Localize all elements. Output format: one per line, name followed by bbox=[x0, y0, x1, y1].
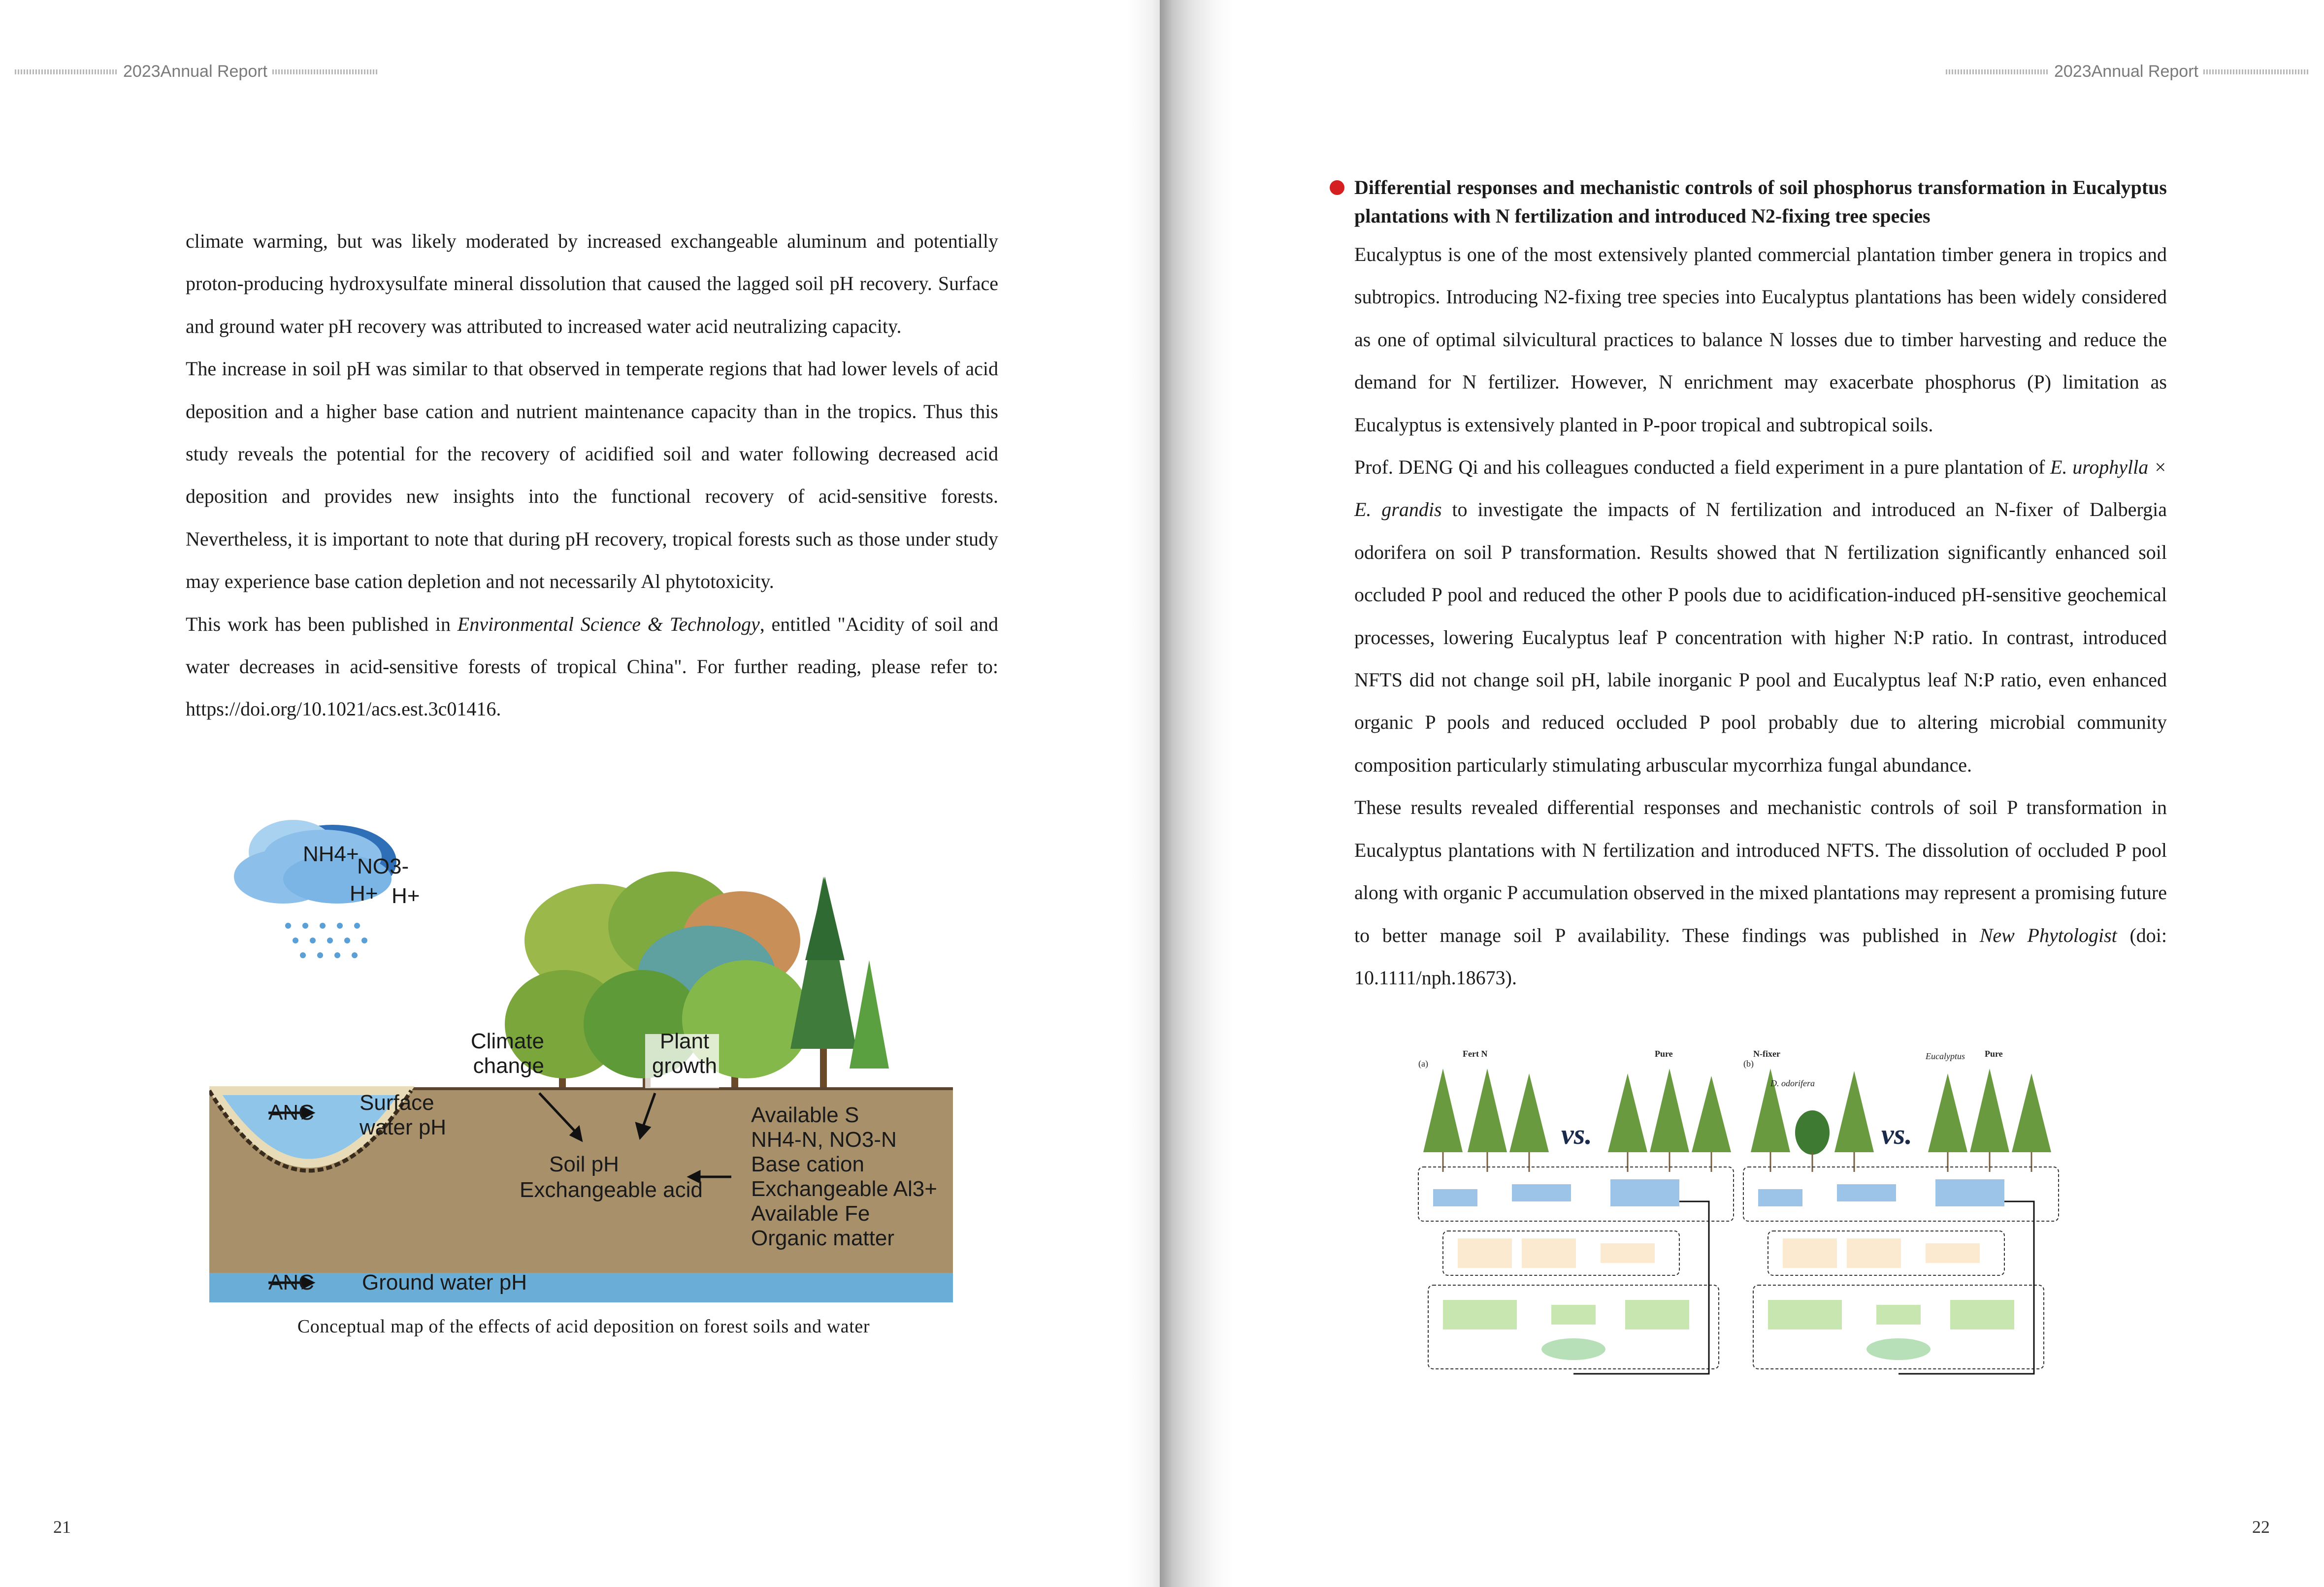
factor-item: NH4-N, NO3-N bbox=[751, 1128, 897, 1152]
exchangeable-acid-label: Exchangeable acid bbox=[520, 1178, 703, 1202]
deng-paragraph bbox=[1354, 446, 2167, 786]
dash-ornament bbox=[15, 69, 118, 74]
anc-label: ANC bbox=[268, 1101, 314, 1125]
heading-text: Differential responses and mechanistic controls of soil phosphorus transformation in Eucalyptus plantations with N fertilization and introduced N2-fixing tree species bbox=[1354, 176, 2167, 227]
soil-ph-label: Soil pH bbox=[549, 1152, 619, 1176]
cloud-ion-label: NH4+ bbox=[303, 842, 359, 866]
paragraph: climate warming, but was likely moderated by increased exchangeable aluminum and potentially proton-producing hydroxysulfate mineral dissolution that caused the lagged soil pH recovery. Surface and ground water pH recovery was attributed to increased water acid neutralizing capacity. bbox=[186, 230, 998, 337]
dash-ornament bbox=[2203, 69, 2309, 74]
right-body-text bbox=[1354, 233, 2167, 999]
text: Prof. DENG Qi and his colleagues conducted a field experiment in a pure plantation of bbox=[1354, 456, 2051, 479]
text: , entitled "Acidity of soil and water decreases in acid-sensitive forests of tropical China". For further reading, please refer to: https://doi.org/10.1021/acs.est.3c01416. bbox=[186, 613, 998, 720]
factor-item: Available Fe bbox=[751, 1201, 870, 1226]
gutter-shadow bbox=[1128, 0, 1162, 1587]
plant-growth-label: Plant growth bbox=[652, 1029, 718, 1078]
section-heading bbox=[1330, 173, 2167, 230]
species-label: D. odorifera bbox=[1770, 1078, 1815, 1088]
text: to investigate the impacts of N fertilization and introduced an N-fixer of Dalbergia odorifera on soil P transformation. Results showed that N fertilization significantly enhanced soil occluded P pool and reduced the other P pools due to acidification-induced pH-sensitive geochemical processes, lowering Eucalyptus leaf P concentration with higher N:P ratio. In contrast, introduced NFTS did not change soil pH, labile inorganic P pool and Eucalyptus leaf N:P ratio, even enhanced organic P pools and reduced occluded P pool probably due to altering microbial community composition particularly stimulating arbuscular mycorrhiza fungal abundance. bbox=[1354, 498, 2167, 776]
journal-name: Environmental Science & Technology bbox=[457, 613, 760, 635]
journal-name: New Phytologist bbox=[1979, 924, 2117, 946]
text: These results revealed differential responses and mechanistic controls of soil P transformation in Eucalyptus plantations with N fertilization and introduced NFTS. The dissolution of occluded P pool along with organic P accumulation observed in the mixed plantations may represent a promising future to better manage soil P availability. These findings was published in bbox=[1354, 796, 2167, 946]
text: This work has been published in bbox=[186, 613, 458, 635]
factor-item: Organic matter bbox=[751, 1226, 894, 1250]
panel-label: (a) bbox=[1418, 1059, 1428, 1069]
ground-water-ph-label: Ground water pH bbox=[362, 1270, 527, 1295]
running-head-text: 2023Annual Report bbox=[2054, 62, 2198, 81]
figure-graphic bbox=[1404, 1049, 2073, 1384]
pure-label: Pure bbox=[1655, 1049, 1673, 1059]
eucalyptus-label: Eucalyptus bbox=[1926, 1051, 1965, 1061]
running-head-right bbox=[1946, 62, 2309, 81]
page-number-left: 21 bbox=[53, 1517, 71, 1537]
running-head-left bbox=[15, 62, 378, 81]
phosphorus-figure bbox=[1404, 1049, 2073, 1384]
panel-label: (b) bbox=[1743, 1059, 1754, 1069]
paragraph: Eucalyptus is one of the most extensively planted commercial plantation timber genera in tropics and subtropics. Introducing N2-fixing tree species into Eucalyptus plantations has been widely considered as one of optimal silvicultural practices to balance N losses due to timber harvesting and reduce the demand for N fertilizer. However, N enrichment may exacerbate phosphorus (P) limitation as Eucalyptus is extensively planted in P-poor tropical and subtropical soils. bbox=[1354, 243, 2167, 436]
cloud-ion-label: H+ bbox=[350, 881, 378, 906]
factor-item: Base cation bbox=[751, 1152, 864, 1176]
anc-label: ANC bbox=[268, 1270, 314, 1295]
ground-water-band bbox=[209, 1273, 953, 1302]
tree-row-icon bbox=[1423, 1069, 2051, 1155]
cloud-ion-label: SO42- bbox=[411, 849, 474, 874]
factor-item: Exchangeable Al3+ bbox=[751, 1177, 937, 1201]
cloud-ion-label: NO3- bbox=[357, 854, 409, 878]
bullet-icon bbox=[1330, 180, 1344, 195]
fert-n-label: Fert N bbox=[1463, 1049, 1488, 1059]
dash-ornament bbox=[272, 69, 378, 74]
acid-deposition-figure bbox=[209, 812, 953, 1305]
pure-label: Pure bbox=[1985, 1049, 2003, 1059]
text: (doi: 10.1111/nph.18673). bbox=[1354, 924, 2167, 989]
species-name: E. urophylla × E. grandis bbox=[1354, 456, 2167, 521]
dash-ornament bbox=[1946, 69, 2049, 74]
climate-change-label: Climate change bbox=[470, 1029, 544, 1078]
surface-water-ph-label: Surface water pH bbox=[360, 1091, 447, 1139]
results-paragraph bbox=[1354, 786, 2167, 999]
figure-caption: Conceptual map of the effects of acid deposition on forest soils and water bbox=[297, 1316, 870, 1337]
vs-label: vs. bbox=[1561, 1118, 1592, 1150]
factors-list bbox=[751, 1103, 937, 1251]
left-body-text bbox=[186, 220, 998, 731]
page-number-right: 22 bbox=[2252, 1517, 2270, 1537]
publication-paragraph bbox=[186, 603, 998, 731]
n-fixer-label: N-fixer bbox=[1753, 1049, 1780, 1059]
cloud-ion-label: H+ bbox=[392, 884, 420, 908]
vs-label: vs. bbox=[1881, 1118, 1912, 1150]
rain-icon bbox=[285, 923, 367, 958]
paragraph: The increase in soil pH was similar to that observed in temperate regions that had lower levels of acid deposition and a higher base cation and nutrient maintenance capacity than in the tropics. Thus this study reveals the potential for the recovery of acidified soil and water following decreased acid deposition and provides new insights into the functional recovery of acid-sensitive forests. Nevertheless, it is important to note that during pH recovery, tropical forests such as those under study may experience base cation depletion and not necessarily Al phytotoxicity. bbox=[186, 357, 998, 593]
factor-item: Available S bbox=[751, 1103, 859, 1127]
right-page bbox=[1162, 0, 2324, 1587]
running-head-text: 2023Annual Report bbox=[123, 62, 268, 81]
